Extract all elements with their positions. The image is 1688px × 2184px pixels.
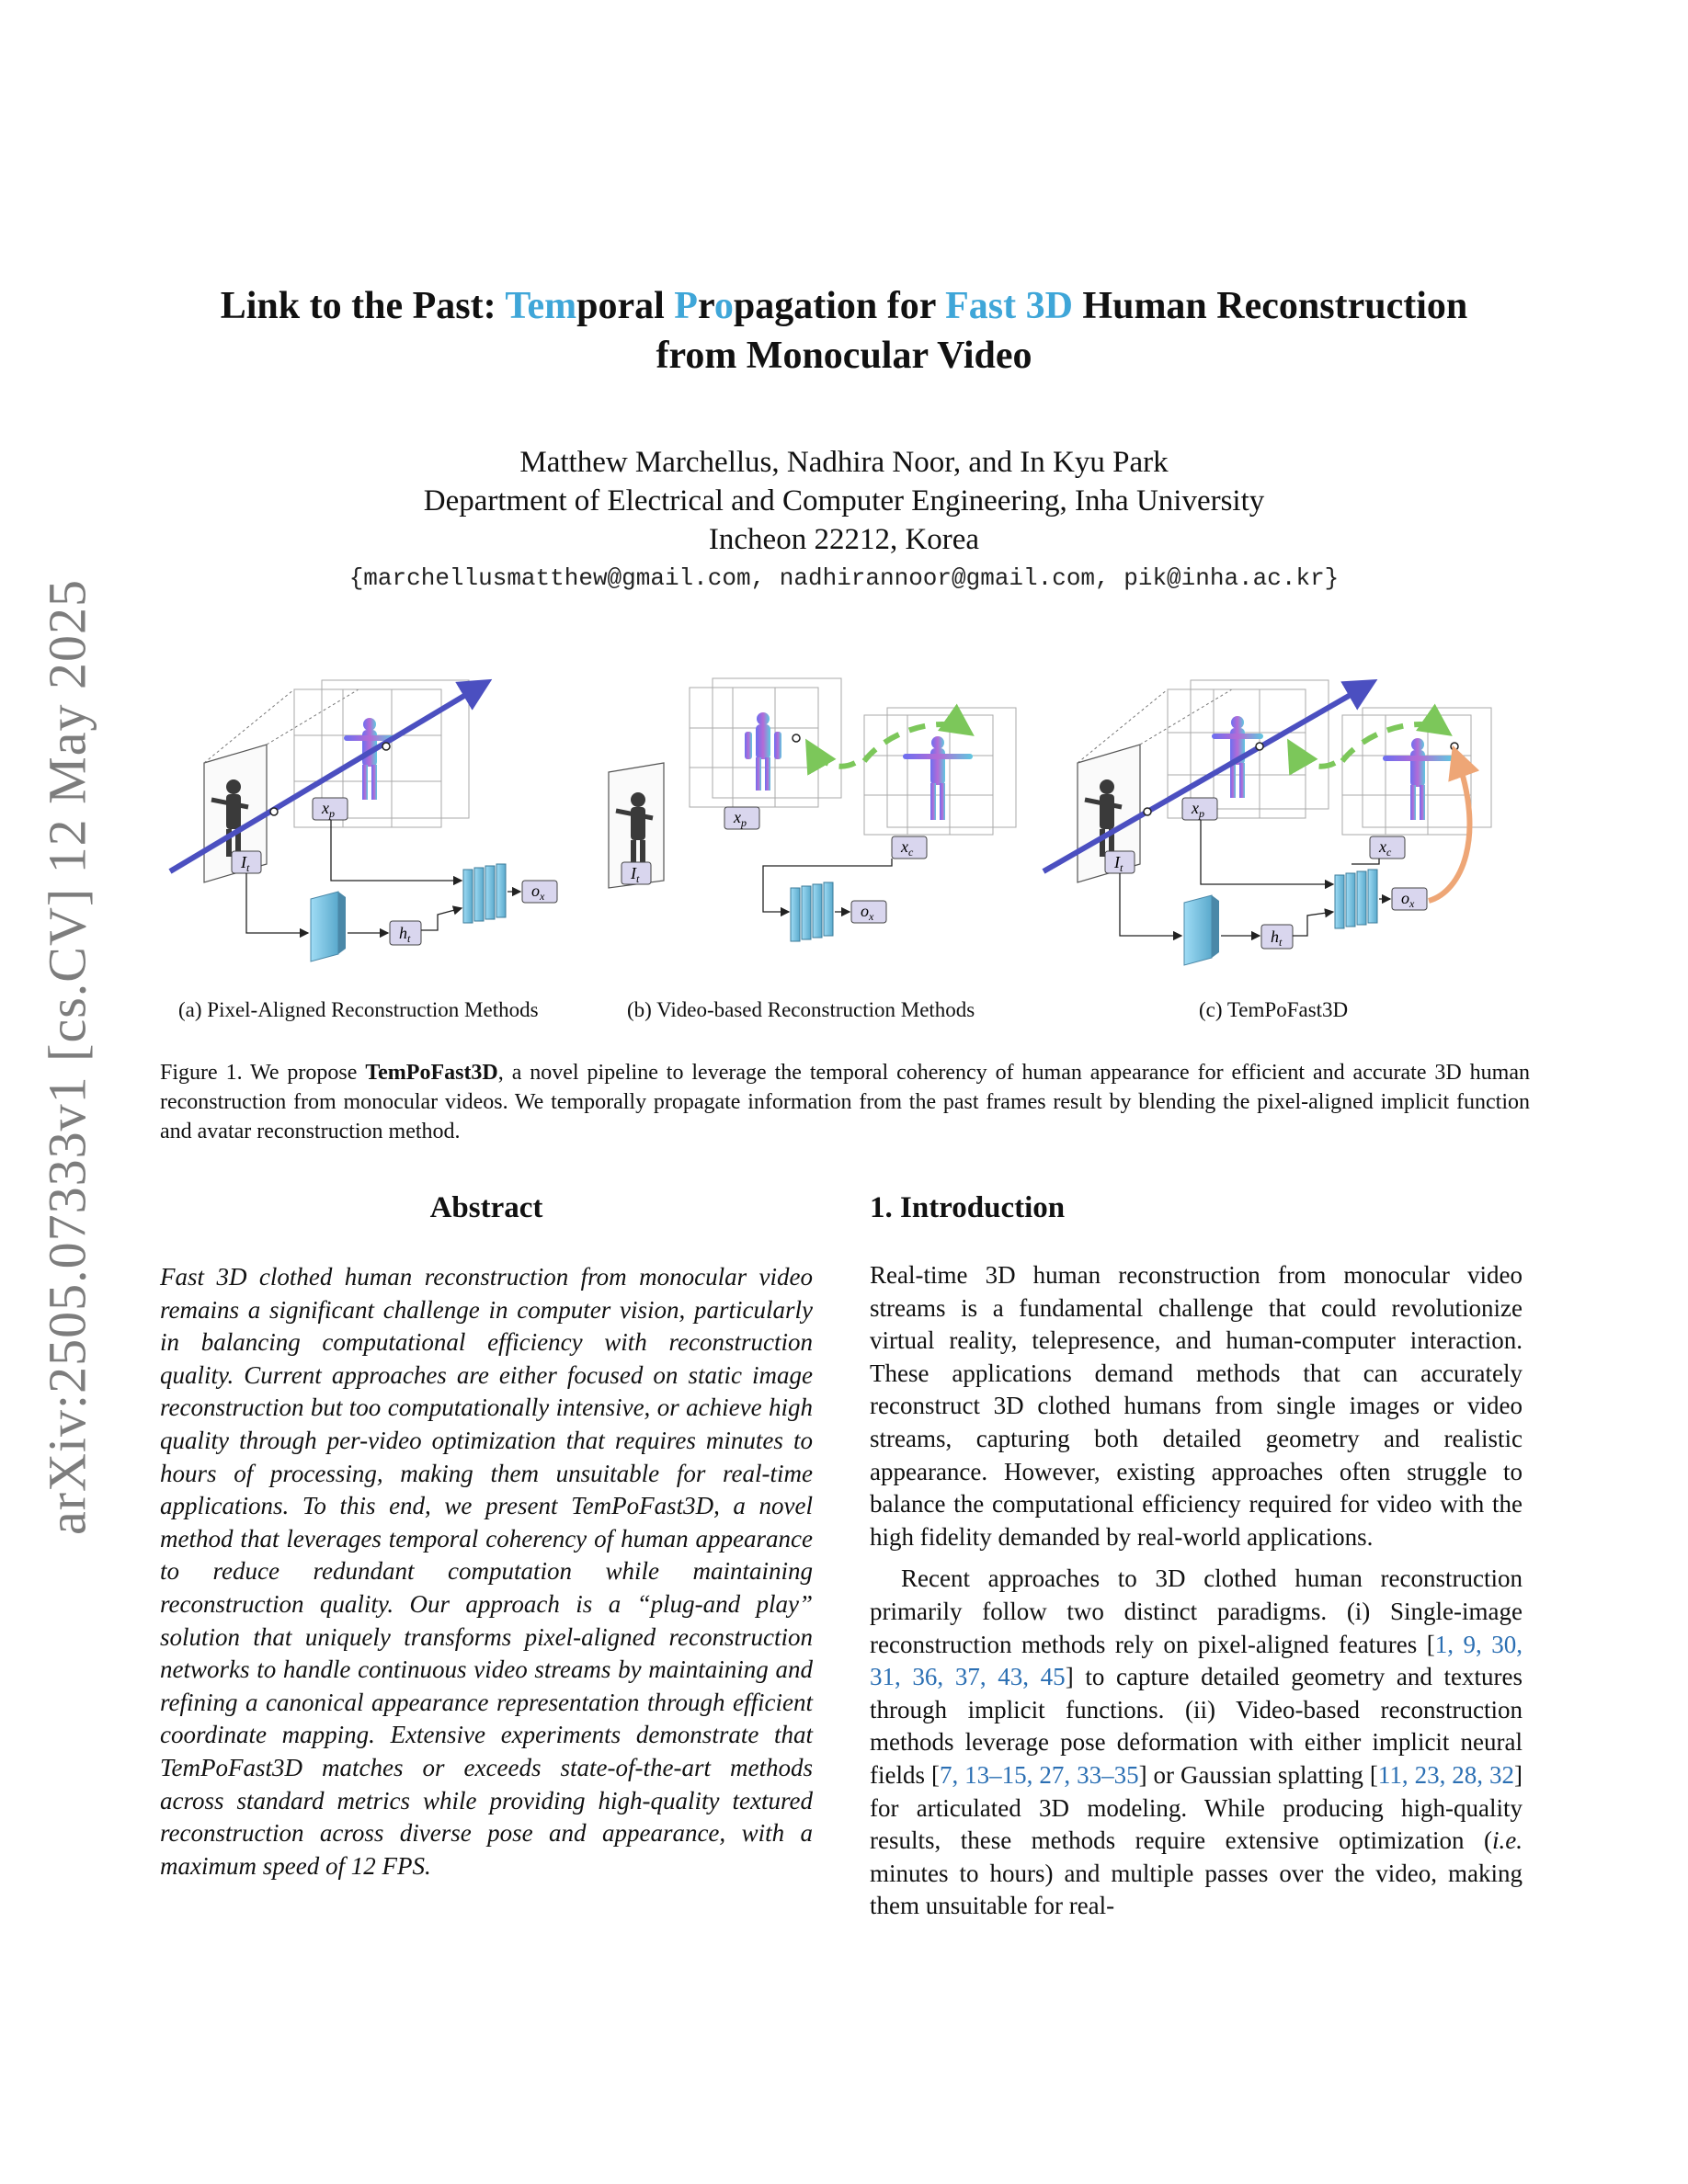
title-highlight: o [713, 285, 734, 327]
svg-text:It: $I_t$ [241, 853, 250, 874]
title-part: pagation for [733, 285, 946, 327]
svg-text:ox: $o_x$ [861, 902, 874, 923]
panel-b [609, 678, 1016, 941]
title-part: Link to the Past: [220, 285, 506, 327]
panel-c [1044, 680, 1491, 965]
svg-text:It: $I_t$ [631, 864, 640, 885]
paper-title [165, 281, 1523, 381]
abstract-heading: Abstract [429, 1191, 543, 1224]
intro-paragraph-1: Real-time 3D human reconstruction from monocular video streams is a fundamental challenge that could revolutionize virtual reality, telepresence, and human-computer interaction. These applications demand methods that can accurately reconstruct 3D clothed humans from single images or video streams, capturing both detailed geometry and realistic appearance. However, existing approaches often struggle to balance the computational efficiency required for video with the high fidelity demanded by real-world applications. [870, 1261, 1523, 1551]
caption-bold: TemPoFast3D [365, 1061, 498, 1085]
svg-text:xp: $x_p$ [1192, 799, 1204, 820]
subcaption-b: (b) Video-based Reconstruction Methods [627, 998, 975, 1021]
title-part: Human Reconstruction [1072, 285, 1468, 327]
paragraph-text: ] for articulated 3D modeling. While producing high-quality results, these methods require extensive optimization ( [870, 1760, 1523, 1855]
paragraph-italic: i.e. [1492, 1826, 1523, 1855]
title-part: poral [576, 285, 675, 327]
arxiv-identifier: arXiv:2505.07333v1 [cs.CV] 12 May 2025 [37, 578, 97, 1536]
author-names: Matthew Marchellus, Nadhira Noor, and In Kyu Park [519, 446, 1169, 479]
svg-text:ox: $o_x$ [1401, 889, 1415, 910]
svg-text:xp: $x_p$ [322, 799, 335, 820]
caption-text: Figure 1. We propose [160, 1061, 366, 1085]
author-block [165, 443, 1523, 559]
svg-text:It: $I_t$ [1114, 853, 1123, 874]
abstract-text: Fast 3D clothed human reconstruction from monocular video remains a significant challenge in computer vision, particularly in balancing computational efficiency with reconstruction quality. Current approaches are either focused on static image reconstruction but too computationally intensive, or achieve high quality through per-video optimization that requires minutes to hours of processing, making them unsuitable for real-time applications. To this end, we present TemPoFast3D, a novel method that leverages temporal coherency of human appearance to reduce redundant computation while maintaining reconstruction quality. Our approach is a “plug-and play” solution that uniquely transforms pixel-aligned reconstruction networks to handle continuous video streams by maintaining and refining a canonical appearance representation through efficient coordinate mapping. Extensive experiments demonstrate that TemPoFast3D matches or exceeds state-of-the-art methods across standard metrics while providing high-quality textured reconstruction across diverse pose and appearance, with a maximum speed of 12 FPS. [160, 1263, 813, 1880]
citation-link[interactable]: 11, 23, 28, 32 [1377, 1760, 1515, 1789]
svg-text:xp: $x_p$ [734, 808, 747, 829]
paragraph-text: Recent approaches to 3D clothed human reconstruction primarily follow two distinct paradigms. (i) Single-image reconstruction methods rely on pixel-aligned features [ [870, 1564, 1523, 1658]
author-location: Incheon 22212, Korea [708, 523, 980, 556]
title-highlight: Tem [505, 285, 577, 327]
title-part: r [697, 285, 714, 327]
figure-1 [156, 671, 1535, 1020]
intro-paragraph-2 [870, 1563, 1523, 1923]
svg-text:xc: $x_c$ [901, 837, 914, 859]
figure-caption [160, 1058, 1530, 1146]
panel-a [170, 680, 557, 961]
paragraph-text: ] or Gaussian splatting [ [1138, 1760, 1378, 1789]
title-line-2: from Monocular Video [656, 335, 1032, 377]
introduction-body [870, 1259, 1523, 1932]
caption-text: , a novel pipeline to leverage the temporal coherency of human appearance for efficient and accurate 3D human reconstruction from monocular videos. We temporally propagate information from the past frames result by blending the pixel-aligned implicit function and avatar reconstruction method. [160, 1061, 1530, 1143]
arxiv-sidebar [26, 552, 108, 1563]
title-highlight: Fast 3D [945, 285, 1073, 327]
subcaption-a: (a) Pixel-Aligned Reconstruction Methods [178, 998, 539, 1021]
citation-link[interactable]: 1, 9, 30, 31, 36, 37, 43, 45 [870, 1630, 1523, 1691]
svg-text:ht: $h_t$ [1271, 927, 1283, 949]
svg-text:xc: $x_c$ [1379, 837, 1392, 859]
title-highlight: P [674, 285, 698, 327]
introduction-heading: 1. Introduction [870, 1191, 1066, 1224]
svg-text:ox: $o_x$ [531, 882, 545, 903]
svg-text:ht: $h_t$ [399, 924, 411, 945]
citation-link[interactable]: 7, 13–15, 27, 33–35 [939, 1760, 1139, 1789]
author-affiliation: Department of Electrical and Computer Engineering, Inha University [423, 484, 1265, 518]
paragraph-text: minutes to hours) and multiple passes over the video, making them unsuitable for real- [870, 1859, 1523, 1920]
subcaption-c: (c) TemPoFast3D [1199, 998, 1349, 1021]
paragraph-text: ] to capture detailed geometry and textures through implicit functions. (ii) Video-based reconstruction methods leverage pose deformation with either implicit neural fields [ [870, 1663, 1523, 1789]
author-emails: {marchellusmatthew@gmail.com, nadhirannoor@gmail.com, pik@inha.ac.kr} [348, 564, 1340, 592]
